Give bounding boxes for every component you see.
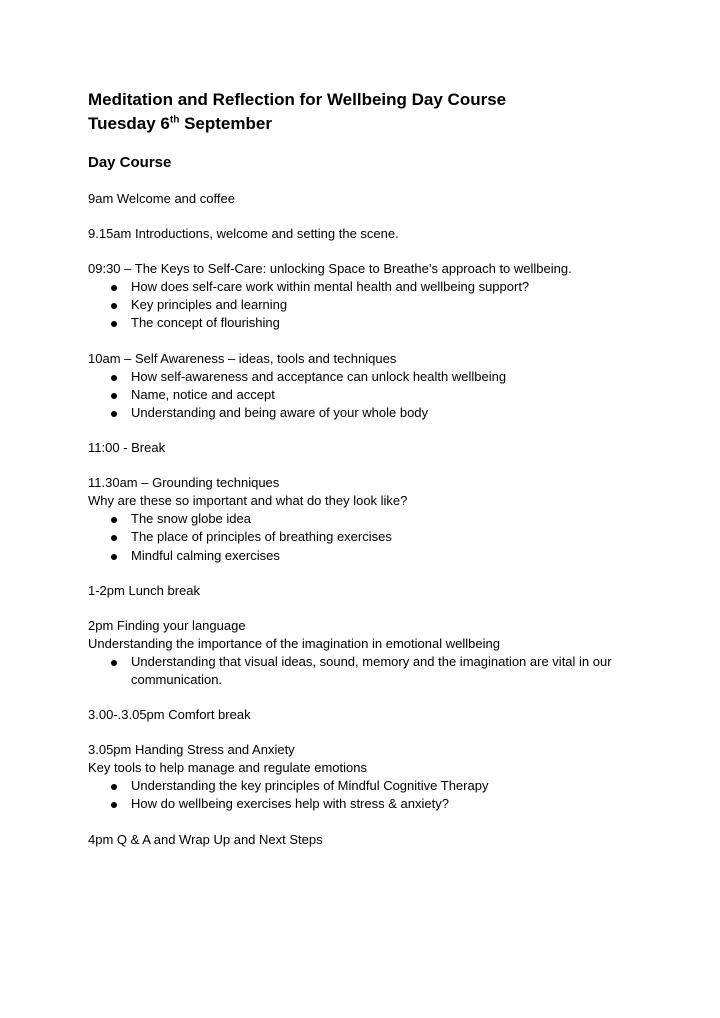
schedule-session xyxy=(88,617,688,689)
course-date-prefix: Tuesday 6 xyxy=(88,114,170,133)
bullet-item xyxy=(88,777,688,795)
bullet-text: Understanding the key principles of Mindful Cognitive Therapy xyxy=(131,778,489,794)
session-heading: 3.05pm Handing Stress and Anxiety xyxy=(88,742,295,758)
bullet-list xyxy=(88,368,688,423)
session-subheading: Why are these so important and what do they look like? xyxy=(88,493,408,509)
bullet-list xyxy=(88,510,688,565)
schedule-session xyxy=(88,439,688,457)
bullet-item xyxy=(88,296,688,314)
schedule-session xyxy=(88,741,688,813)
bullet-text: The place of principles of breathing exercises xyxy=(131,529,392,545)
session-heading: 9am Welcome and coffee xyxy=(88,191,235,206)
bullet-text: The concept of flourishing xyxy=(131,315,280,331)
course-date-ordinal: th xyxy=(169,114,180,126)
bullet-item xyxy=(88,314,688,332)
document-page xyxy=(88,88,688,849)
course-date xyxy=(88,112,688,136)
bullet-text: How self-awareness and acceptance can unlock health wellbeing xyxy=(131,368,507,384)
bullet-item xyxy=(88,386,688,404)
bullet-item xyxy=(88,404,688,422)
schedule-session xyxy=(88,831,688,849)
bullet-text: Key principles and learning xyxy=(131,297,288,313)
schedule xyxy=(88,190,688,849)
schedule-session xyxy=(88,350,688,423)
schedule-session xyxy=(88,225,688,243)
session-subheading: Key tools to help manage and regulate emotions xyxy=(88,760,367,776)
course-title: Meditation and Reflection for Wellbeing Day Course xyxy=(88,90,507,109)
bullet-item xyxy=(88,653,688,689)
bullet-dot-icon xyxy=(111,554,117,560)
bullet-dot-icon xyxy=(111,375,117,381)
bullet-dot-icon xyxy=(111,285,117,291)
bullet-dot-icon xyxy=(111,517,117,523)
schedule-session xyxy=(88,706,688,724)
bullet-item xyxy=(88,795,688,813)
bullet-dot-icon xyxy=(111,411,117,417)
schedule-session xyxy=(88,260,688,333)
bullet-item xyxy=(88,278,688,296)
bullet-item xyxy=(88,510,688,528)
schedule-session xyxy=(88,582,688,600)
bullet-list xyxy=(88,278,688,333)
bullet-list xyxy=(88,777,688,813)
schedule-session xyxy=(88,474,688,565)
bullet-item xyxy=(88,547,688,565)
schedule-session xyxy=(88,190,688,208)
bullet-text: How do wellbeing exercises help with stress & anxiety? xyxy=(131,796,449,812)
session-subheading: Understanding the importance of the imagination in emotional wellbeing xyxy=(88,635,500,651)
bullet-list xyxy=(88,653,688,689)
session-heading: 10am – Self Awareness – ideas, tools and techniques xyxy=(88,350,397,366)
bullet-dot-icon xyxy=(111,784,117,790)
bullet-dot-icon xyxy=(111,802,117,808)
session-heading: 1-2pm Lunch break xyxy=(88,582,201,598)
bullet-text: How does self-care work within mental health and wellbeing support? xyxy=(131,279,530,294)
bullet-item xyxy=(88,368,688,386)
session-heading: 2pm Finding your language xyxy=(88,617,246,633)
bullet-dot-icon xyxy=(111,660,117,666)
bullet-text: The snow globe idea xyxy=(131,511,251,527)
bullet-dot-icon xyxy=(111,535,117,541)
bullet-text: Name, notice and accept xyxy=(131,386,275,402)
bullet-dot-icon xyxy=(111,303,117,309)
bullet-item xyxy=(88,528,688,546)
session-heading: 3.00-.3.05pm Comfort break xyxy=(88,707,251,723)
section-heading: Day Course xyxy=(88,154,172,171)
bullet-dot-icon xyxy=(111,393,117,399)
session-heading: 09:30 – The Keys to Self-Care: unlocking Space to Breathe’s approach to wellbeing. xyxy=(88,261,572,276)
session-heading: 11:00 - Break xyxy=(88,440,166,456)
session-heading: 11.30am – Grounding techniques xyxy=(88,475,280,491)
course-date-suffix: September xyxy=(179,114,272,133)
bullet-text: Understanding and being aware of your whole body xyxy=(131,405,429,421)
bullet-dot-icon xyxy=(111,321,117,327)
bullet-text: Mindful calming exercises xyxy=(131,547,280,563)
bullet-text: Understanding that visual ideas, sound, memory and the imagination are vital in our communication. xyxy=(131,653,612,688)
session-heading: 9.15am Introductions, welcome and setting the scene. xyxy=(88,226,399,241)
session-heading: 4pm Q & A and Wrap Up and Next Steps xyxy=(88,831,323,847)
